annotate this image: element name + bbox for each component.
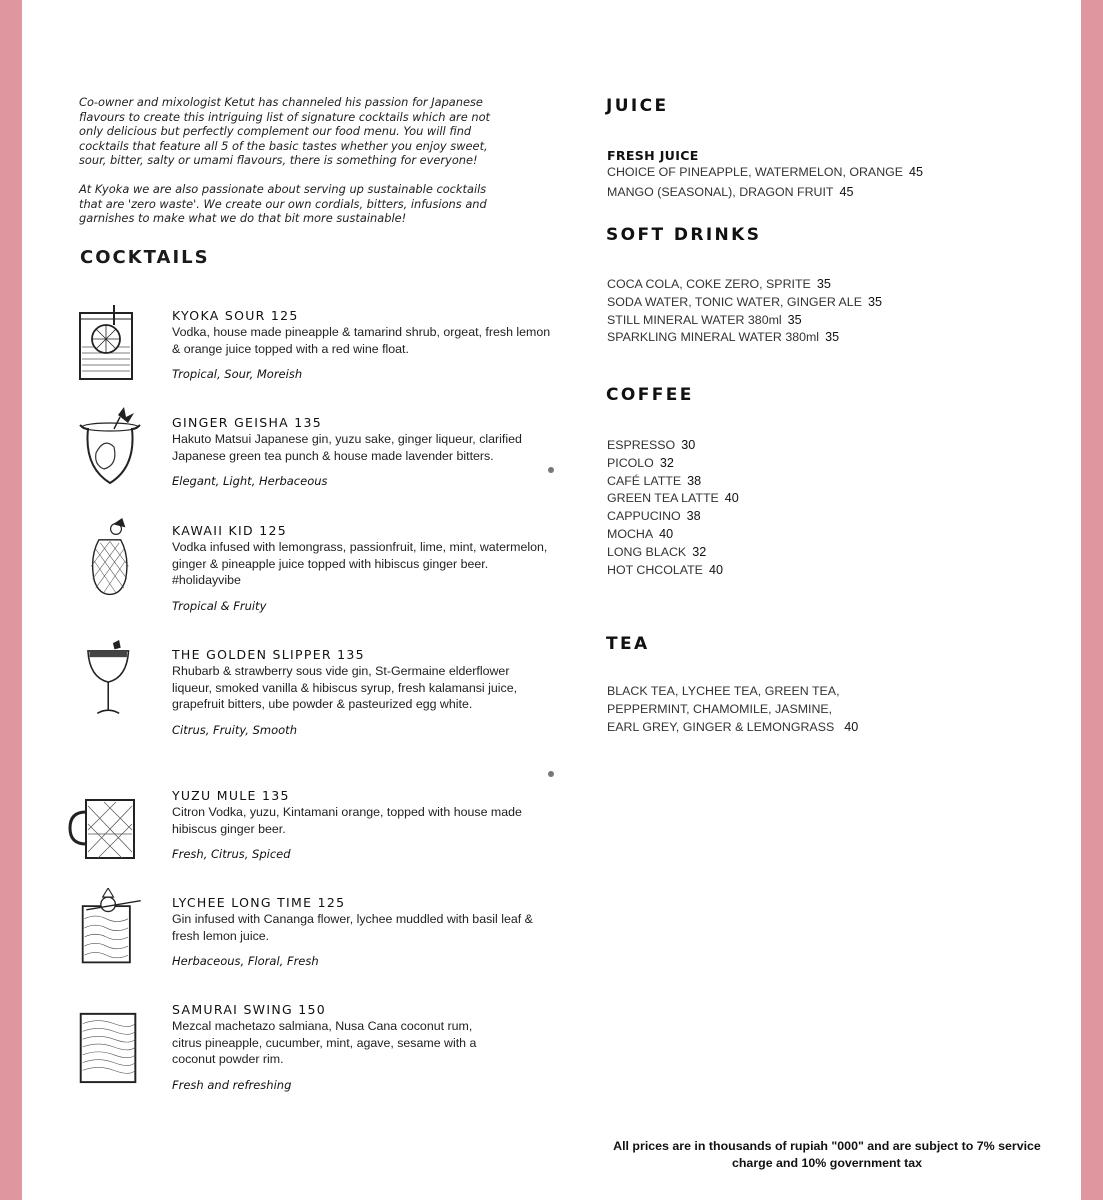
cocktail-name: LYCHEE LONG TIME 125 — [172, 895, 346, 910]
cocktail-tags: Tropical & Fruity — [172, 598, 267, 613]
juice-list — [607, 148, 923, 202]
cocktail-name: SAMURAI SWING 150 — [172, 1002, 326, 1017]
coffee-heading: COFFEE — [606, 385, 694, 405]
divider-dot — [548, 467, 554, 473]
cocktail-tags: Citrus, Fruity, Smooth — [172, 722, 297, 737]
fresh-juice-subheading: FRESH JUICE — [607, 148, 699, 163]
menu-line: CAFÉ LATTE 38 — [607, 473, 702, 488]
intro-paragraph-2: At Kyoka we are also passionate about serving up sustainable cocktails that are 'zero waste'. We create our own cordials, bitters, infusions and garnishes to make what we do that bit more sustainable! — [79, 181, 487, 226]
cocktail-tags: Fresh, Citrus, Spiced — [172, 847, 291, 862]
cocktail-item — [172, 523, 552, 613]
menu-line: CAPPUCINO 38 — [607, 509, 701, 524]
cocktail-item — [172, 647, 552, 737]
tea-heading: TEA — [606, 634, 650, 654]
price-footnote — [602, 1138, 1052, 1171]
juice-heading: JUICE — [606, 96, 669, 116]
cocktail-description: Mezcal machetazo salmiana, Nusa Cana coconut rum, citrus pineapple, cucumber, mint, agave, sesame with a coconut powder rim. — [172, 1019, 477, 1067]
pineapple-glass-icon — [74, 518, 144, 596]
menu-line: GREEN TEA LATTE 40 — [607, 491, 739, 506]
menu-line: SODA WATER, TONIC WATER, GINGER ALE 35 — [607, 294, 882, 309]
soft-drinks-list — [607, 276, 882, 347]
cocktail-item — [172, 788, 552, 861]
cocktail-tags: Tropical, Sour, Moreish — [172, 367, 303, 382]
coffee-list — [607, 437, 739, 579]
cocktail-name: YUZU MULE 135 — [172, 788, 290, 803]
soft-drinks-heading: SOFT DRINKS — [606, 225, 762, 245]
menu-line: PEPPERMINT, CHAMOMILE, JASMINE, — [607, 701, 833, 716]
lychee-glass-icon — [74, 888, 144, 966]
sour-glass-icon — [74, 303, 144, 381]
menu-line: BLACK TEA, LYCHEE TEA, GREEN TEA, — [607, 684, 840, 698]
menu-line: MOCHA 40 — [607, 526, 674, 541]
menu-line: PICOLO 32 — [607, 455, 674, 470]
cocktail-tags: Fresh and refreshing — [172, 1077, 292, 1092]
cocktail-item — [172, 1002, 482, 1092]
cocktail-item — [172, 415, 552, 488]
cocktail-name: GINGER GEISHA 135 — [172, 415, 323, 430]
cocktail-description: Gin infused with Cananga flower, lychee muddled with basil leaf & fresh lemon juice. — [172, 912, 533, 943]
menu-line: SPARKLING MINERAL WATER 380ml 35 — [607, 330, 840, 345]
menu-page — [22, 0, 1081, 1200]
divider-dot — [548, 771, 554, 777]
cocktail-name: KYOKA SOUR 125 — [172, 308, 299, 323]
menu-line: EARL GREY, GINGER & LEMONGRASS 40 — [607, 719, 859, 734]
rocks-glass-icon — [74, 1008, 144, 1086]
tea-list — [607, 683, 858, 736]
cocktail-tags: Herbaceous, Floral, Fresh — [172, 954, 319, 969]
cocktail-name: KAWAII KID 125 — [172, 523, 287, 538]
cocktail-item — [172, 308, 552, 381]
mule-mug-icon — [68, 790, 148, 868]
cocktails-heading: COCKTAILS — [80, 247, 210, 268]
intro-text — [79, 95, 499, 240]
footnote-line-1: All prices are in thousands of rupiah "000" and are subject to 7% service — [613, 1139, 1041, 1153]
cocktail-description: Rhubarb & strawberry sous vide gin, St-Germaine elderflower liqueur, smoked vanilla & hibiscus syrup, fresh kalamansi juice, grapefruit bitters, ube powder & pasteurized egg white. — [172, 664, 518, 712]
menu-line: STILL MINERAL WATER 380ml 35 — [607, 312, 802, 327]
menu-line: MANGO (SEASONAL), DRAGON FRUIT 45 — [607, 184, 854, 199]
cocktail-tags: Elegant, Light, Herbaceous — [172, 474, 328, 489]
menu-line: CHOICE OF PINEAPPLE, WATERMELON, ORANGE 45 — [607, 165, 924, 179]
cocktail-description: Citron Vodka, yuzu, Kintamani orange, topped with house made hibiscus ginger beer. — [172, 805, 522, 836]
cocktail-item — [172, 895, 552, 968]
cocktail-description: Vodka infused with lemongrass, passionfruit, lime, mint, watermelon, ginger & pineapple juice topped with hibiscus ginger beer. #holidayvibe — [172, 540, 548, 588]
coupe-glass-icon — [74, 640, 144, 718]
geisha-glass-icon — [74, 407, 144, 485]
menu-line: COCA COLA, COKE ZERO, SPRITE 35 — [607, 277, 831, 291]
menu-line: LONG BLACK 32 — [607, 544, 707, 559]
cocktail-name: THE GOLDEN SLIPPER 135 — [172, 647, 365, 662]
cocktail-description: Vodka, house made pineapple & tamarind shrub, orgeat, fresh lemon & orange juice topped with a red wine float. — [172, 325, 551, 356]
menu-line: HOT CHCOLATE 40 — [607, 562, 723, 577]
footnote-line-2: charge and 10% government tax — [731, 1155, 923, 1170]
cocktail-description: Hakuto Matsui Japanese gin, yuzu sake, ginger liqueur, clarified Japanese green tea punch & house made lavender bitters. — [172, 432, 522, 463]
intro-paragraph-1: Co-owner and mixologist Ketut has channeled his passion for Japanese flavours to create this intriguing list of signature cocktails which are not only delicious but perfectly complement our food menu. You will find cocktails that feature all 5 of the basic tastes whether you enjoy sweet, sour, bitter, salty or umami flavours, there is something for everyone! — [79, 95, 491, 168]
menu-line: ESPRESSO 30 — [607, 438, 696, 452]
